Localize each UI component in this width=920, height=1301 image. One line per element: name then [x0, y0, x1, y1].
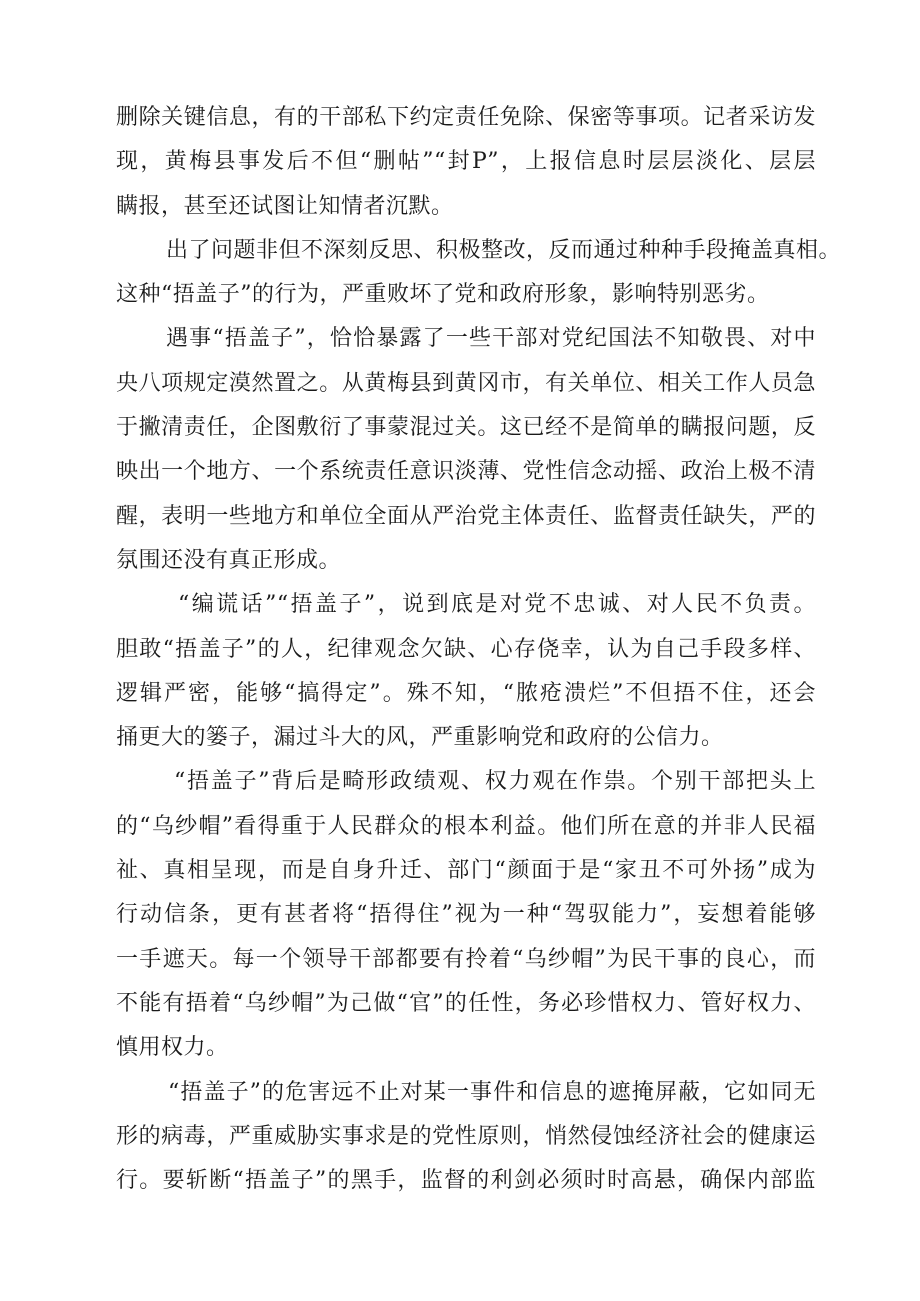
text-line: 捅更大的篓子，漏过斗大的风，严重影响党和政府的公信力。: [116, 725, 724, 751]
text-line: 胆敢“捂盖子”的人，纪律观念欠缺、心存侥幸，认为自己手段多样、: [116, 636, 816, 662]
text-line: 不能有捂着“乌纱帽”为己做“官”的任性，务必珍惜权力、管好权力、: [116, 990, 816, 1016]
paragraph-1: [116, 96, 816, 229]
text-line: 于撇清责任，企图敷衍了事蒙混过关。这已经不是简单的瞒报问题，反: [116, 415, 816, 441]
paragraph-4: [116, 583, 816, 760]
text-line: 形的病毒，严重威胁实事求是的党性原则，悄然侵蚀经济社会的健康运: [116, 1123, 816, 1149]
text-line: 行。要斩断“捂盖子”的黑手，监督的利剑必须时时高悬，确保内部监: [116, 1168, 816, 1194]
text-line: 的“乌纱帽”看得重于人民群众的根本利益。他们所在意的并非人民福: [116, 813, 816, 839]
text-line: “捂盖子”背后是畸形政绩观、权力观在作祟。个别干部把头上: [174, 769, 816, 795]
paragraph-6: [116, 1071, 816, 1204]
text-line: 行动信条，更有甚者将“捂得住”视为一种“驾驭能力”，妄想着能够: [116, 902, 816, 928]
text-line: 出了问题非但不深刻反思、积极整改，反而通过种种手段掩盖真相。: [166, 237, 842, 263]
text-line: 氛围还没有真正形成。: [116, 547, 342, 573]
paragraph-3: [116, 317, 816, 583]
text-line: “捂盖子”的危害远不止对某一事件和信息的遮掩屏蔽，它如同无: [168, 1079, 816, 1105]
text-line: 映出一个地方、一个系统责任意识淡薄、党性信念动摇、政治上极不清: [116, 459, 816, 485]
text-line: 一手遮天。每一个领导干部都要有拎着“乌纱帽”为民干事的良心，而: [116, 946, 816, 972]
text-line: 删除关键信息，有的干部私下约定责任免除、保密等事项。记者采访发: [116, 105, 816, 130]
paragraph-5: [116, 760, 816, 1070]
paragraph-2: [116, 229, 842, 318]
text-line: 央八项规定漠然置之。从黄梅县到黄冈市，有关单位、相关工作人员急: [116, 370, 816, 396]
text-line: 醒，表明一些地方和单位全面从严治党主体责任、监督责任缺失，严的: [116, 503, 816, 529]
document-body: [116, 96, 842, 1203]
text-line: 慎用权力。: [116, 1035, 229, 1061]
text-line: “编谎话”“捂盖子”，说到底是对党不忠诚、对人民不负责。: [178, 592, 816, 618]
text-line: 遇事“捂盖子”，恰恰暴露了一些干部对党纪国法不知敬畏、对中: [166, 326, 816, 352]
text-line: 瞒报，甚至还试图让知情者沉默。: [116, 193, 454, 219]
text-line: 祉、真相呈现，而是自身升迁、部门“颜面于是“家丑不可外扬”成为: [116, 858, 816, 884]
text-line: 这种“捂盖子”的行为，严重败坏了党和政府形象，影响特别恶劣。: [116, 282, 770, 308]
text-line: 现，黄梅县事发后不但“删帖”“封P”，上报信息时层层淡化、层层: [116, 149, 816, 175]
text-line: 逻辑严密，能够“搞得定”。殊不知，“脓疮溃烂”不但捂不住，还会: [116, 680, 816, 706]
